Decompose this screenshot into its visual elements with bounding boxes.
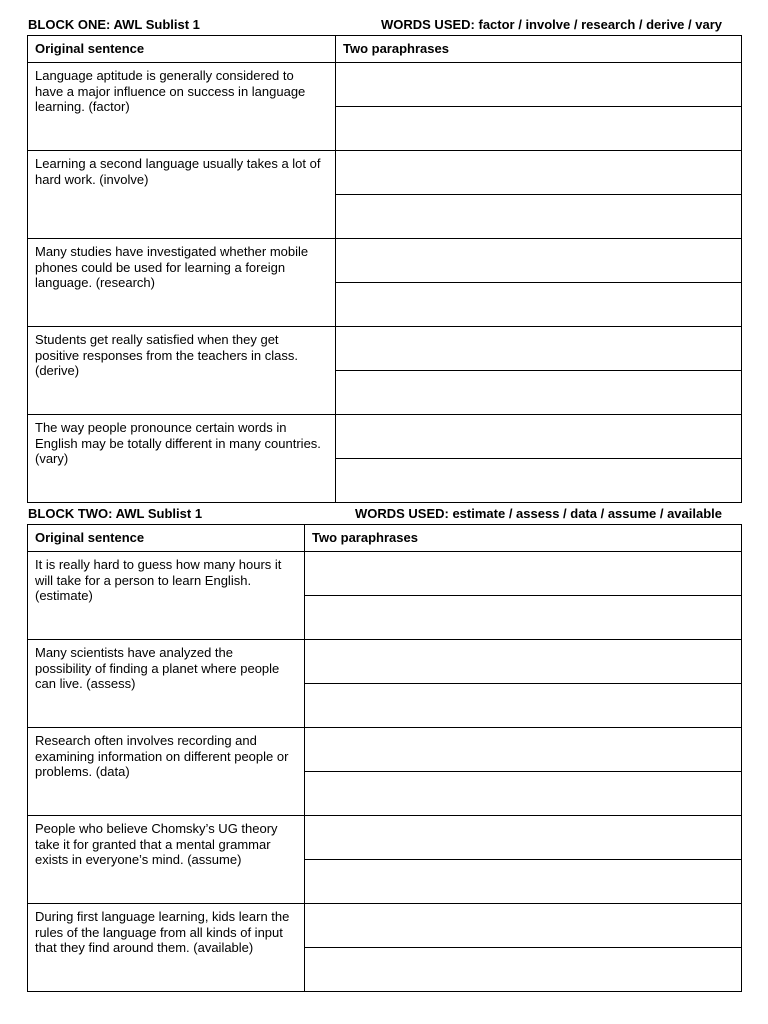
original-sentence: During first language learning, kids learn the rules of the language from all kinds of input that they find around them. (available) — [28, 904, 305, 992]
table-row — [28, 816, 742, 860]
original-sentence: The way people pronounce certain words in English may be totally different in many countries. (vary) — [28, 415, 336, 503]
col-original-header: Original sentence — [28, 525, 305, 552]
paraphrase-2-field[interactable] — [336, 195, 742, 239]
original-sentence: Many studies have investigated whether mobile phones could be used for learning a foreign language. (research) — [28, 239, 336, 327]
col-paraphrase-header: Two paraphrases — [305, 525, 742, 552]
block-one-words-used: WORDS USED: factor / involve / research / derive / vary — [380, 17, 722, 32]
original-sentence: People who believe Chomsky’s UG theory take it for granted that a mental grammar exists in everyone’s mind. (assume) — [28, 816, 305, 904]
paraphrase-2-field[interactable] — [305, 684, 742, 728]
header-row — [28, 36, 742, 63]
block-two-table — [27, 524, 742, 992]
paraphrase-1-field[interactable] — [336, 415, 742, 459]
col-paraphrase-header: Two paraphrases — [336, 36, 742, 63]
table-row — [28, 327, 742, 371]
original-sentence: Research often involves recording and examining information on different people or problems. (data) — [28, 728, 305, 816]
paraphrase-1-field[interactable] — [336, 327, 742, 371]
table-row — [28, 415, 742, 459]
paraphrase-1-field[interactable] — [305, 904, 742, 948]
block-two-header — [28, 505, 722, 523]
original-sentence: Learning a second language usually takes a lot of hard work. (involve) — [28, 151, 336, 239]
block-one-table — [27, 35, 742, 503]
table-row — [28, 151, 742, 195]
original-sentence: Language aptitude is generally considered to have a major influence on success in language learning. (factor) — [28, 63, 336, 151]
block-one-header — [28, 16, 722, 34]
paraphrase-1-field[interactable] — [305, 816, 742, 860]
table-row — [28, 552, 742, 596]
paraphrase-2-field[interactable] — [305, 772, 742, 816]
original-sentence: Students get really satisfied when they get positive responses from the teachers in class. (derive) — [28, 327, 336, 415]
paraphrase-2-field[interactable] — [336, 459, 742, 503]
paraphrase-2-field[interactable] — [305, 596, 742, 640]
paraphrase-2-field[interactable] — [305, 860, 742, 904]
block-two-title: BLOCK TWO: AWL Sublist 1 — [28, 506, 203, 521]
table-row — [28, 239, 742, 283]
table-row — [28, 728, 742, 772]
table-row — [28, 63, 742, 107]
paraphrase-1-field[interactable] — [305, 728, 742, 772]
table-row — [28, 640, 742, 684]
paraphrase-1-field[interactable] — [336, 239, 742, 283]
block-two-words-used: WORDS USED: estimate / assess / data / assume / available — [354, 506, 722, 521]
paraphrase-1-field[interactable] — [305, 640, 742, 684]
paraphrase-2-field[interactable] — [336, 107, 742, 151]
paraphrase-2-field[interactable] — [336, 283, 742, 327]
block-one-title: BLOCK ONE: AWL Sublist 1 — [28, 17, 200, 32]
paraphrase-1-field[interactable] — [305, 552, 742, 596]
header-row — [28, 525, 742, 552]
paraphrase-2-field[interactable] — [305, 948, 742, 992]
col-original-header: Original sentence — [28, 36, 336, 63]
original-sentence: Many scientists have analyzed the possibility of finding a planet where people can live. (assess) — [28, 640, 305, 728]
original-sentence: It is really hard to guess how many hours it will take for a person to learn English. (estimate) — [28, 552, 305, 640]
table-row — [28, 904, 742, 948]
paraphrase-1-field[interactable] — [336, 151, 742, 195]
paraphrase-1-field[interactable] — [336, 63, 742, 107]
paraphrase-2-field[interactable] — [336, 371, 742, 415]
